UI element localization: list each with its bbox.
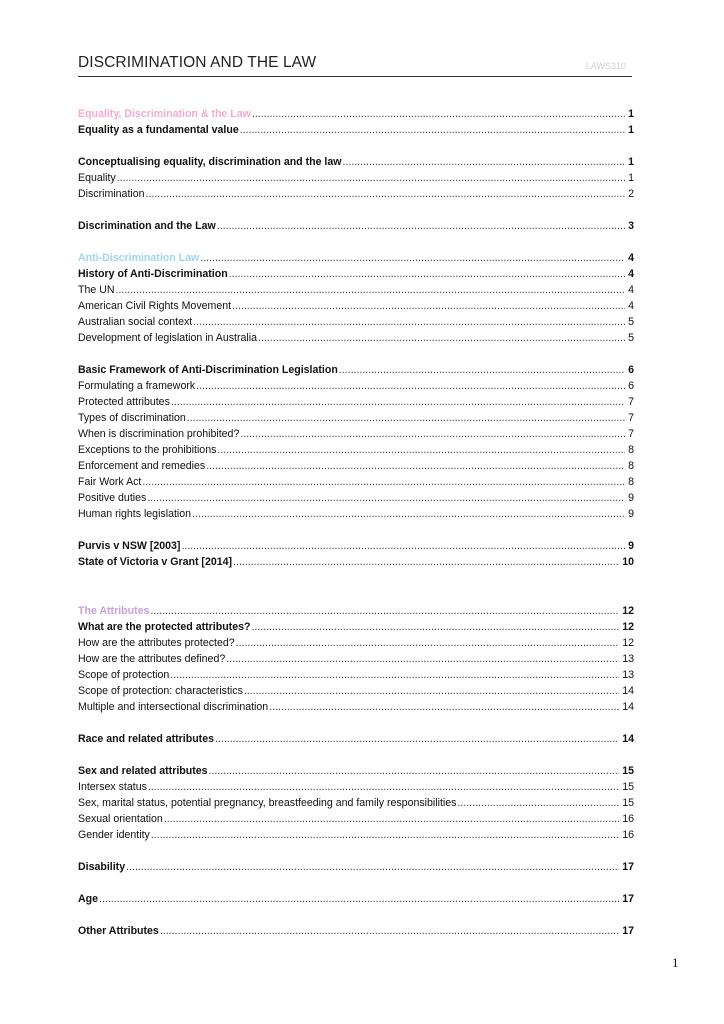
- toc-entry-page: 6: [628, 380, 634, 392]
- toc-entry[interactable]: [78, 651, 634, 667]
- toc-entry-page: 4: [628, 268, 634, 280]
- toc-entry-page: 5: [628, 316, 634, 328]
- toc-entry[interactable]: [78, 186, 634, 202]
- toc-entry-label: Scope of protection: [78, 669, 170, 681]
- toc-entry-page: 10: [622, 556, 634, 568]
- toc-entry-page: 4: [628, 284, 634, 296]
- toc-dot-leader: [232, 298, 625, 314]
- toc-dot-leader: [269, 699, 619, 715]
- toc-entry-label: The Attributes: [78, 605, 150, 617]
- toc-entry[interactable]: [78, 458, 634, 474]
- toc-dot-leader: [240, 122, 625, 138]
- toc-entry[interactable]: [78, 538, 634, 554]
- toc-entry-label: Disability: [78, 861, 126, 873]
- toc-entry[interactable]: [78, 266, 634, 282]
- toc-entry[interactable]: [78, 554, 634, 570]
- toc-entry-label: State of Victoria v Grant [2014]: [78, 556, 233, 568]
- toc-entry-label: Enforcement and remedies: [78, 460, 206, 472]
- toc-dot-leader: [215, 731, 619, 747]
- toc-section-entry[interactable]: [78, 250, 634, 266]
- toc-entry[interactable]: [78, 795, 634, 811]
- toc-entry[interactable]: [78, 490, 634, 506]
- toc-entry-page: 17: [622, 893, 634, 905]
- toc-entry[interactable]: [78, 811, 634, 827]
- toc-dot-leader: [171, 394, 625, 410]
- toc-dot-leader: [457, 795, 619, 811]
- toc-entry-page: 5: [628, 332, 634, 344]
- toc-entry-page: 7: [628, 428, 634, 440]
- toc-entry-label: Age: [78, 893, 99, 905]
- toc-entry-label: Human rights legislation: [78, 508, 192, 520]
- toc-entry[interactable]: [78, 298, 634, 314]
- toc-entry-page: 13: [622, 669, 634, 681]
- toc-dot-leader: [251, 619, 619, 635]
- toc-entry-label: American Civil Rights Movement: [78, 300, 232, 312]
- toc-entry-page: 13: [622, 653, 634, 665]
- toc-entry-page: 12: [622, 621, 634, 633]
- document-title: DISCRIMINATION AND THE LAW: [78, 54, 317, 71]
- toc-dot-leader: [116, 282, 626, 298]
- toc-entry-page: 15: [622, 765, 634, 777]
- toc-entry-label: Types of discrimination: [78, 412, 186, 424]
- toc-entry[interactable]: [78, 362, 634, 378]
- toc-entry-label: Multiple and intersectional discrimination: [78, 701, 269, 713]
- toc-dot-leader: [339, 362, 625, 378]
- toc-entry[interactable]: [78, 619, 634, 635]
- toc-entry-label: Exceptions to the prohibitions: [78, 444, 217, 456]
- toc-dot-leader: [142, 474, 625, 490]
- toc-entry[interactable]: [78, 410, 634, 426]
- toc-entry[interactable]: [78, 827, 634, 843]
- table-of-contents: [78, 106, 634, 939]
- toc-entry-label: Gender identity: [78, 829, 150, 841]
- toc-dot-leader: [117, 170, 625, 186]
- toc-entry[interactable]: [78, 314, 634, 330]
- toc-dot-leader: [150, 603, 619, 619]
- toc-dot-leader: [343, 154, 626, 170]
- toc-entry-label: The UN: [78, 284, 115, 296]
- toc-dot-leader: [209, 763, 620, 779]
- toc-spacer: [78, 138, 634, 154]
- page-number: 1: [672, 955, 679, 970]
- toc-dot-leader: [229, 266, 625, 282]
- toc-dot-leader: [146, 186, 626, 202]
- toc-entry[interactable]: [78, 122, 634, 138]
- toc-entry[interactable]: [78, 506, 634, 522]
- toc-dot-leader: [164, 811, 619, 827]
- toc-entry-label: Conceptualising equality, discrimination and the law: [78, 156, 342, 168]
- toc-dot-leader: [151, 827, 619, 843]
- toc-dot-leader: [170, 667, 619, 683]
- toc-entry-label: Australian social context: [78, 316, 193, 328]
- toc-entry[interactable]: [78, 699, 634, 715]
- toc-entry-page: 12: [622, 605, 634, 617]
- toc-entry-label: Anti-Discrimination Law: [78, 252, 200, 264]
- toc-spacer: [78, 715, 634, 731]
- toc-entry-page: 9: [628, 492, 634, 504]
- toc-entry[interactable]: [78, 683, 634, 699]
- toc-spacer: [78, 907, 634, 923]
- toc-dot-leader: [244, 683, 619, 699]
- toc-entry-label: Other Attributes: [78, 925, 159, 937]
- toc-entry-page: 12: [622, 637, 634, 649]
- toc-section-entry[interactable]: [78, 603, 634, 619]
- toc-entry-label: Purvis v NSW [2003]: [78, 540, 181, 552]
- toc-entry-label: Intersex status: [78, 781, 147, 793]
- toc-entry-page: 16: [622, 813, 634, 825]
- toc-entry-label: How are the attributes defined?: [78, 653, 226, 665]
- toc-entry-page: 6: [628, 364, 634, 376]
- toc-spacer: [78, 202, 634, 218]
- toc-entry-page: 15: [622, 797, 634, 809]
- toc-entry-page: 1: [628, 172, 634, 184]
- toc-entry-label: Discrimination and the Law: [78, 220, 216, 232]
- toc-entry-page: 3: [628, 220, 634, 232]
- toc-section-entry[interactable]: [78, 106, 634, 122]
- toc-entry-page: 16: [622, 829, 634, 841]
- toc-entry-page: 8: [628, 476, 634, 488]
- toc-entry-label: History of Anti-Discrimination: [78, 268, 228, 280]
- toc-entry-label: Discrimination: [78, 188, 145, 200]
- toc-entry-label: How are the attributes protected?: [78, 637, 235, 649]
- toc-entry[interactable]: [78, 923, 634, 939]
- toc-dot-leader: [217, 218, 625, 234]
- toc-entry-label: Scope of protection: characteristics: [78, 685, 243, 697]
- toc-entry[interactable]: [78, 859, 634, 875]
- toc-entry-page: 8: [628, 460, 634, 472]
- toc-entry-label: Fair Work Act: [78, 476, 142, 488]
- toc-entry-page: 4: [628, 252, 634, 264]
- toc-entry-page: 9: [628, 508, 634, 520]
- toc-dot-leader: [226, 651, 619, 667]
- toc-entry[interactable]: [78, 442, 634, 458]
- toc-spacer: [78, 747, 634, 763]
- toc-dot-leader: [200, 250, 625, 266]
- toc-entry-page: 4: [628, 300, 634, 312]
- toc-spacer: [78, 875, 634, 891]
- toc-entry-page: 14: [622, 733, 634, 745]
- toc-dot-leader: [187, 410, 625, 426]
- toc-entry[interactable]: [78, 426, 634, 442]
- toc-entry-label: Sexual orientation: [78, 813, 163, 825]
- toc-entry-label: Sex, marital status, potential pregnancy, breastfeeding and family responsibilities: [78, 797, 457, 809]
- toc-dot-leader: [148, 779, 619, 795]
- toc-entry[interactable]: [78, 154, 634, 170]
- toc-entry-page: 15: [622, 781, 634, 793]
- toc-entry[interactable]: [78, 394, 634, 410]
- toc-entry-page: 1: [628, 156, 634, 168]
- toc-entry[interactable]: [78, 170, 634, 186]
- toc-entry[interactable]: [78, 330, 634, 346]
- toc-entry-page: 7: [628, 412, 634, 424]
- toc-entry-label: Race and related attributes: [78, 733, 214, 745]
- toc-entry-page: 2: [628, 188, 634, 200]
- toc-entry-page: 17: [622, 861, 634, 873]
- toc-entry-page: 17: [622, 925, 634, 937]
- toc-entry-label: Protected attributes: [78, 396, 170, 408]
- toc-entry-label: Formulating a framework: [78, 380, 196, 392]
- toc-entry[interactable]: [78, 378, 634, 394]
- toc-entry[interactable]: [78, 667, 634, 683]
- toc-spacer: [78, 522, 634, 538]
- toc-entry-label: Basic Framework of Anti-Discrimination Legislation: [78, 364, 338, 376]
- toc-dot-leader: [206, 458, 625, 474]
- toc-entry[interactable]: [78, 474, 634, 490]
- toc-entry-label: Equality as a fundamental value: [78, 124, 239, 136]
- toc-dot-leader: [240, 426, 625, 442]
- toc-entry[interactable]: [78, 282, 634, 298]
- toc-entry[interactable]: [78, 763, 634, 779]
- toc-entry-label: Positive duties: [78, 492, 147, 504]
- toc-dot-leader: [126, 859, 619, 875]
- toc-entry[interactable]: [78, 891, 634, 907]
- toc-spacer: [78, 234, 634, 250]
- toc-dot-leader: [181, 538, 625, 554]
- toc-entry-page: 1: [628, 124, 634, 136]
- toc-dot-leader: [147, 490, 625, 506]
- toc-entry[interactable]: [78, 779, 634, 795]
- toc-entry-page: 8: [628, 444, 634, 456]
- page-header: [78, 52, 632, 77]
- toc-dot-leader: [196, 378, 625, 394]
- toc-entry-label: When is discrimination prohibited?: [78, 428, 240, 440]
- toc-entry-label: Sex and related attributes: [78, 765, 208, 777]
- toc-spacer: [78, 570, 634, 603]
- course-code: LAWS310: [585, 61, 626, 71]
- toc-entry[interactable]: [78, 635, 634, 651]
- toc-dot-leader: [193, 314, 625, 330]
- toc-entry-label: Equality, Discrimination & the Law: [78, 108, 251, 120]
- toc-dot-leader: [217, 442, 625, 458]
- toc-entry-label: What are the protected attributes?: [78, 621, 251, 633]
- toc-dot-leader: [236, 635, 620, 651]
- toc-dot-leader: [160, 923, 619, 939]
- toc-entry-label: Development of legislation in Australia: [78, 332, 258, 344]
- toc-spacer: [78, 346, 634, 362]
- toc-spacer: [78, 843, 634, 859]
- toc-dot-leader: [99, 891, 619, 907]
- toc-entry[interactable]: [78, 731, 634, 747]
- toc-entry-page: 14: [622, 685, 634, 697]
- toc-entry-label: Equality: [78, 172, 116, 184]
- toc-entry-page: 9: [628, 540, 634, 552]
- toc-entry[interactable]: [78, 218, 634, 234]
- toc-dot-leader: [233, 554, 619, 570]
- toc-entry-page: 14: [622, 701, 634, 713]
- toc-entry-page: 7: [628, 396, 634, 408]
- toc-entry-page: 1: [628, 108, 634, 120]
- toc-dot-leader: [252, 106, 625, 122]
- toc-dot-leader: [258, 330, 625, 346]
- toc-dot-leader: [192, 506, 625, 522]
